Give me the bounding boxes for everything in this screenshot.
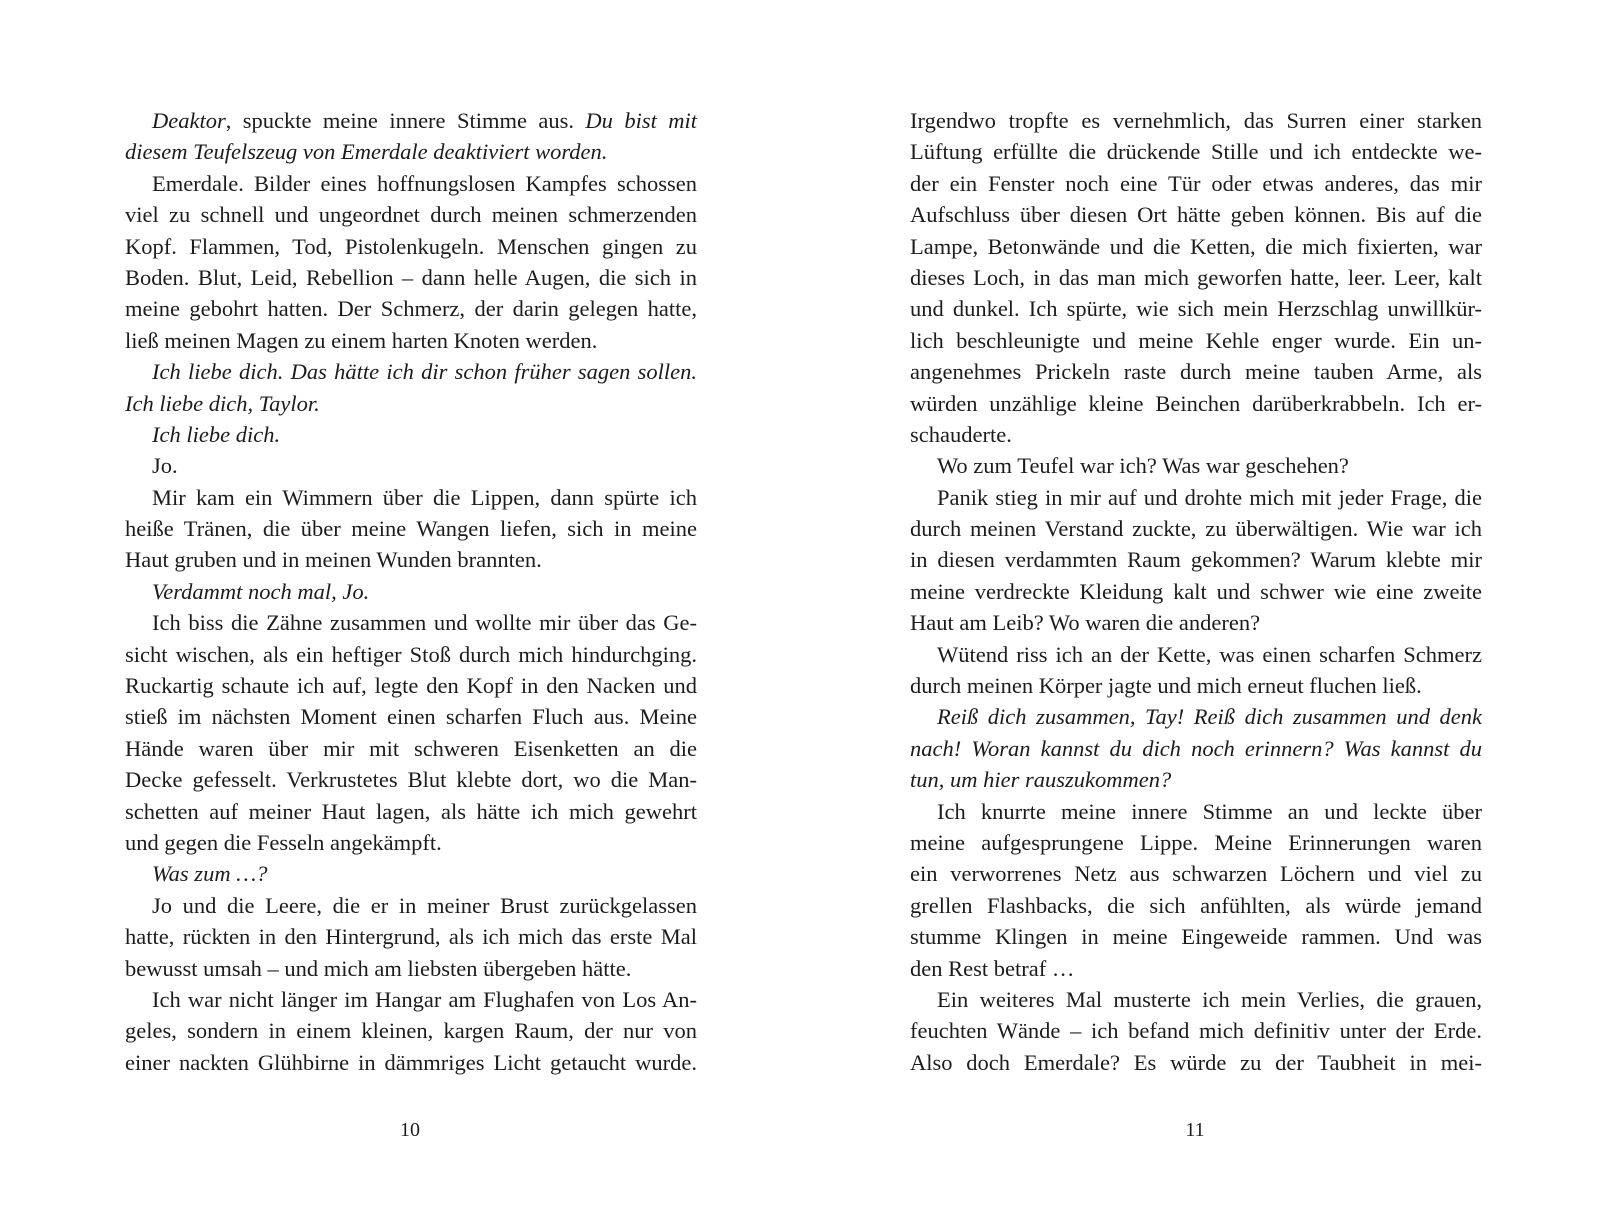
text-line: Ein weiteres Mal musterte ich mein Verlies, die grauen, <box>937 986 1482 1012</box>
text-line: geles, sondern in einem kleinen, kargen Raum, der nur von <box>125 1018 697 1044</box>
text-line: tun, um hier rauszukommen? <box>910 767 1172 793</box>
text-line: ließ meinen Magen zu einem harten Knoten werden. <box>125 327 598 353</box>
text-line: viel zu schnell und ungeordnet durch meinen schmerzenden <box>125 202 697 228</box>
text-line: Also doch Emerdale? Es würde zu der Taubheit in mei- <box>910 1049 1482 1075</box>
text-line: Wo zum Teufel war ich? Was war geschehen? <box>937 453 1349 479</box>
text-line: schauderte. <box>910 421 1012 447</box>
text-line: sicht wischen, als ein heftiger Stoß durch mich hindurchging. <box>125 641 697 667</box>
text-line: lich beschleunigte und meine Kehle enger wurde. Ein un- <box>910 327 1482 353</box>
text-line: Deaktor, spuckte meine innere Stimme aus. Du bist mit <box>152 108 697 133</box>
text-line: der ein Fenster noch eine Tür oder etwas anderes, das mir <box>910 170 1482 196</box>
text-line: meine verdreckte Kleidung kalt und schwer wie eine zweite <box>910 578 1482 604</box>
text-line: Ruckartig schaute ich auf, legte den Kopf in den Nacken und <box>125 673 697 699</box>
text-line: angenehmes Prickeln raste durch meine tauben Arme, als <box>910 359 1482 385</box>
text-line: durch meinen Verstand zuckte, zu überwältigen. Wie war ich <box>910 516 1482 542</box>
text-line: Was zum …? <box>152 861 268 887</box>
text-line: hatte, rückten in den Hintergrund, als ich mich das erste Mal <box>125 924 697 950</box>
text-line: diesem Teufelszeug von Emerdale deaktiviert worden. <box>125 139 608 165</box>
text-line: schetten auf meiner Haut lagen, als hätte ich mich gewehrt <box>125 798 697 824</box>
page-number-left: 10 <box>400 1119 420 1141</box>
text-line: Decke gefesselt. Verkrustetes Blut klebte dort, wo die Man- <box>125 767 697 793</box>
text-line: Ich liebe dich, Taylor. <box>125 390 320 416</box>
text-line: nach! Woran kannst du dich noch erinnern? Was kannst du <box>910 735 1482 761</box>
text-line: dieses Loch, in das man mich geworfen hatte, leer. Leer, kalt <box>910 264 1482 290</box>
text-line: meine aufgesprungene Lippe. Meine Erinnerungen waren <box>910 829 1482 855</box>
text-line: Verdammt noch mal, Jo. <box>152 578 370 604</box>
text-line: Hände waren über mir mit schweren Eisenketten an die <box>125 735 697 761</box>
text-line: und dunkel. Ich spürte, wie sich mein Herzschlag unwillkür- <box>910 296 1482 322</box>
text-line: Aufschluss über diesen Ort hätte geben können. Bis auf die <box>910 202 1482 228</box>
text-line: Ich liebe dich. <box>152 421 281 447</box>
text-line: Panik stieg in mir auf und drohte mich mit jeder Frage, die <box>937 484 1482 510</box>
text-line: in diesen verdammten Raum gekommen? Warum klebte mir <box>910 547 1482 573</box>
text-line: Jo und die Leere, die er in meiner Brust zurückgelassen <box>152 892 697 918</box>
text-line: Emerdale. Bilder eines hoffnungslosen Kampfes schossen <box>152 170 697 196</box>
text-line: Ich liebe dich. Das hätte ich dir schon früher sagen sollen. <box>152 359 697 385</box>
left-page-text <box>125 105 697 1105</box>
text-line: meine gebohrt hatten. Der Schmerz, der darin gelegen hatte, <box>125 296 697 322</box>
text-line: Ich knurrte meine innere Stimme an und leckte über <box>937 798 1482 824</box>
text-line: feuchten Wände – ich befand mich definitiv unter der Erde. <box>910 1018 1482 1044</box>
text-line: Jo. <box>152 453 178 479</box>
text-line: Kopf. Flammen, Tod, Pistolenkugeln. Menschen gingen zu <box>125 233 697 259</box>
text-line: stumme Klingen in meine Eingeweide rammen. Und was <box>910 924 1482 950</box>
text-line: würden unzählige kleine Beinchen darüberkrabbeln. Ich er- <box>910 390 1482 416</box>
text-line: Mir kam ein Wimmern über die Lippen, dann spürte ich <box>152 484 697 510</box>
text-line: Reiß dich zusammen, Tay! Reiß dich zusammen und denk <box>937 704 1482 730</box>
text-line: durch meinen Körper jagte und mich erneut fluchen ließ. <box>910 673 1422 699</box>
text-line: stieß im nächsten Moment einen scharfen Fluch aus. Meine <box>125 704 697 730</box>
text-line: Haut am Leib? Wo waren die anderen? <box>910 610 1261 636</box>
text-line: Lampe, Betonwände und die Ketten, die mich fixierten, war <box>910 233 1482 259</box>
text-line: heiße Tränen, die über meine Wangen liefen, sich in meine <box>125 516 697 542</box>
text-line: Lüftung erfüllte die drückende Stille und ich entdeckte we- <box>910 139 1482 165</box>
right-page-text <box>910 105 1482 1105</box>
text-line: einer nackten Glühbirne in dämmriges Licht getaucht wurde. <box>125 1049 697 1075</box>
text-line: den Rest betraf … <box>910 955 1075 981</box>
page-number-right: 11 <box>1185 1119 1205 1141</box>
text-line: Irgendwo tropfte es vernehmlich, das Surren einer starken <box>910 108 1482 133</box>
text-line: bewusst umsah – und mich am liebsten übergeben hätte. <box>125 955 632 981</box>
text-line: und gegen die Fesseln angekämpft. <box>125 829 442 855</box>
text-line: grellen Flashbacks, die sich anfühlten, als würde jemand <box>910 892 1482 918</box>
text-line: Ich biss die Zähne zusammen und wollte mir über das Ge- <box>152 610 697 636</box>
text-line: Boden. Blut, Leid, Rebellion – dann helle Augen, die sich in <box>125 264 697 290</box>
text-line: Haut gruben und in meinen Wunden brannten. <box>125 547 542 573</box>
text-line: ein verworrenes Netz aus schwarzen Löchern und viel zu <box>910 861 1482 887</box>
text-line: Wütend riss ich an der Kette, was einen scharfen Schmerz <box>937 641 1482 667</box>
text-line: Ich war nicht länger im Hangar am Flughafen von Los An- <box>152 986 697 1012</box>
